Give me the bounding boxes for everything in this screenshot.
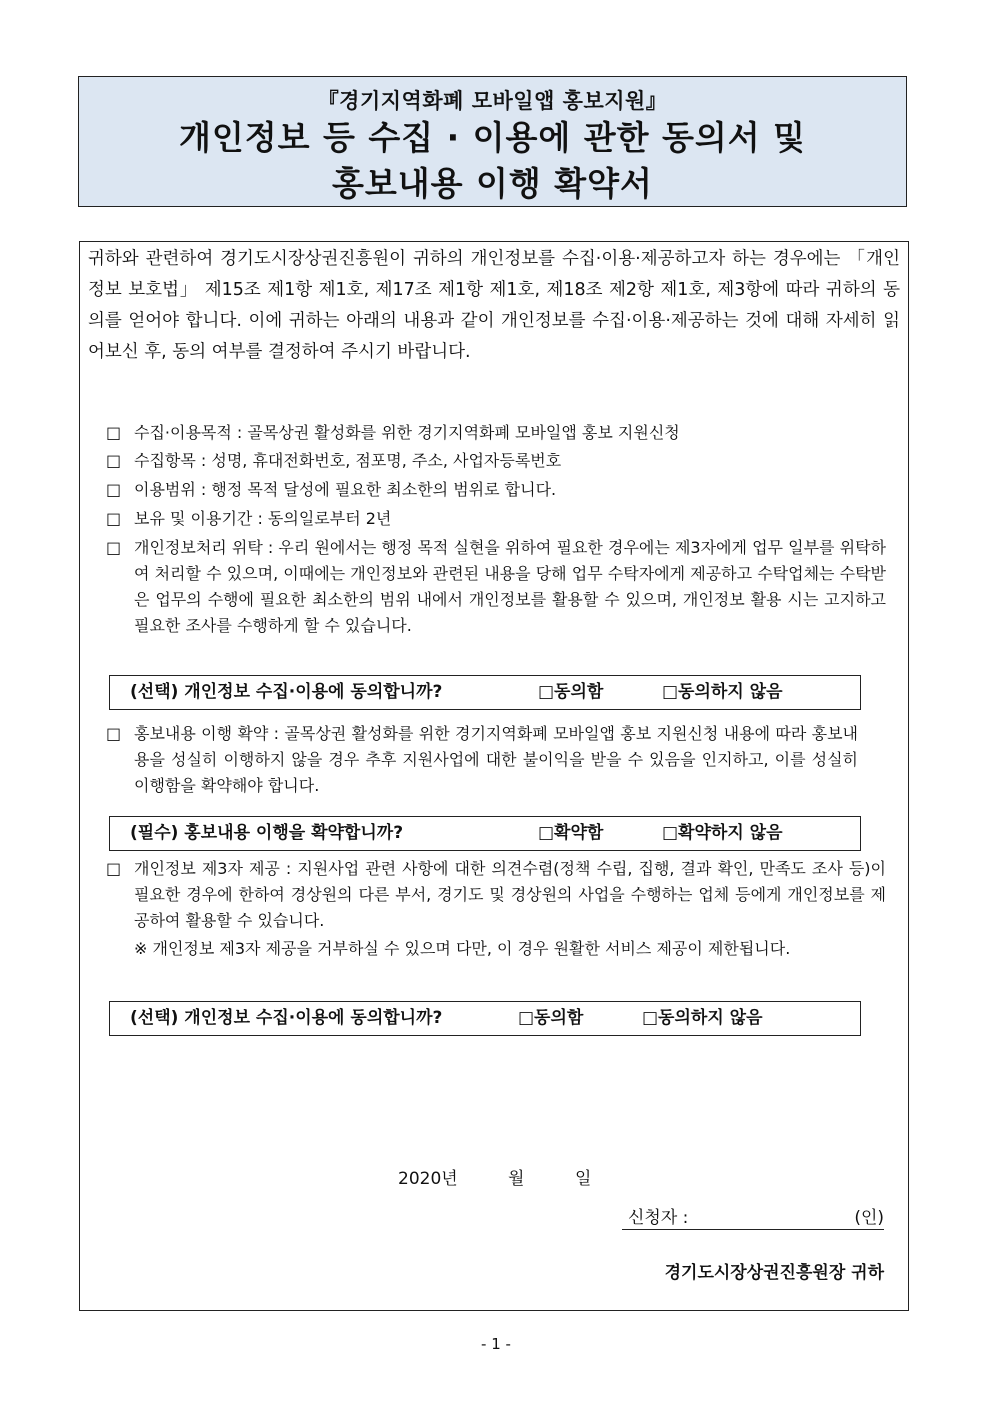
item-third-party <box>106 856 886 934</box>
intro-paragraph: 귀하와 관련하여 경기도시장상권진흥원이 귀하의 개인정보를 수집·이용·제공하고자 하는 경우에는 「개인정보 보호법」 제15조 제1항 제1호, 제17조 제1항 제1호, 제18조 제2항 제1호, 제3항에 따라 귀하의 동의를 얻어야 합니다. 이에 귀하는 아래의 내용과 같이 개인정보를 수집·이용·제공하는 것에 대해 자세히 읽어보신 후, 동의 여부를 결정하여 주시기 바랍니다. <box>88 249 900 362</box>
disagree-option[interactable]: □동의하지 않음 <box>642 1008 763 1028</box>
item-promotion <box>106 721 858 799</box>
checkbox-icon: □ <box>106 509 122 528</box>
consent-question: (필수) 홍보내용 이행을 확약합니까? <box>130 823 404 843</box>
item-scope-text: 이용범위 : 행정 목적 달성에 필요한 최소한의 범위로 합니다. <box>134 480 557 499</box>
item-scope <box>106 477 886 503</box>
checkbox-icon: □ <box>106 859 122 878</box>
disagree-option[interactable]: □동의하지 않음 <box>662 682 783 702</box>
consent-box-third-party <box>109 1001 861 1036</box>
checkbox-icon: □ <box>106 423 122 442</box>
item-third-party-note <box>134 936 886 962</box>
third-party-note-text: ※ 개인정보 제3자 제공을 거부하실 수 있으며 다만, 이 경우 원활한 서비스 제공이 제한됩니다. <box>134 939 791 958</box>
item-fields <box>106 448 886 474</box>
item-promotion-text: 홍보내용 이행 확약 : 골목상권 활성화를 위한 경기지역화폐 모바일앱 홍보 지원신청 내용에 따라 홍보내용을 성실히 이행하지 않을 경우 추후 지원사업에 대한 불이익을 받을 수 있음을 인지하고, 이를 성실히 이행함을 확약해야 합니다. <box>134 724 858 795</box>
consent-question: (선택) 개인정보 수집·이용에 동의합니까? <box>130 1008 443 1028</box>
checkbox-icon: □ <box>106 451 122 470</box>
item-outsourcing <box>106 535 886 639</box>
pledge-option[interactable]: □확약함 <box>538 823 604 843</box>
item-retention-text: 보유 및 이용기간 : 동의일로부터 2년 <box>134 509 392 528</box>
item-fields-text: 수집항목 : 성명, 휴대전화번호, 점포명, 주소, 사업자등록번호 <box>134 451 562 470</box>
consent-box-personal-info <box>109 675 861 710</box>
item-retention <box>106 506 886 532</box>
date-day: 일 <box>575 1169 592 1189</box>
document-title-line2: 홍보내용 이행 확약서 <box>332 164 653 203</box>
date-year: 2020년 <box>398 1169 458 1189</box>
agree-option[interactable]: □동의함 <box>518 1008 584 1028</box>
page-number: - 1 - <box>481 1335 511 1353</box>
document-subtitle: 『경기지역화폐 모바일앱 홍보지원』 <box>317 89 668 113</box>
consent-question: (선택) 개인정보 수집·이용에 동의합니까? <box>130 682 443 702</box>
document-title-line1: 개인정보 등 수집 · 이용에 관한 동의서 및 <box>178 118 806 157</box>
checkbox-icon: □ <box>106 724 122 743</box>
recipient: 경기도시장상권진흥원장 귀하 <box>664 1263 884 1283</box>
title-box <box>78 76 907 207</box>
consent-form-body <box>79 241 909 1311</box>
no-pledge-option[interactable]: □확약하지 않음 <box>662 823 783 843</box>
date-month: 월 <box>508 1169 525 1189</box>
item-purpose-text: 수집·이용목적 : 골목상권 활성화를 위한 경기지역화폐 모바일앱 홍보 지원신청 <box>134 423 680 442</box>
consent-box-promotion <box>109 816 861 851</box>
applicant-signature-line[interactable] <box>622 1203 884 1230</box>
applicant-label: 신청자 : <box>628 1208 689 1228</box>
agree-option[interactable]: □동의함 <box>538 682 604 702</box>
item-purpose <box>106 420 886 446</box>
seal-mark: (인) <box>854 1208 884 1228</box>
item-outsourcing-text: 개인정보처리 위탁 : 우리 원에서는 행정 목적 실현을 위하여 필요한 경우에는 제3자에게 업무 일부를 위탁하여 처리할 수 있으며, 이때에는 개인정보와 관련된 내용을 당해 업무 수탁자에게 제공하고 수탁업체는 수탁받은 업무의 수행에 필요한 최소한의 범위 내에서 개인정보를 활용할 수 있으며, 개인정보 활용 시는 고지하고 필요한 조사를 수행하게 할 수 있습니다. <box>134 538 886 635</box>
item-third-party-text: 개인정보 제3자 제공 : 지원사업 관련 사항에 대한 의견수렴(정책 수립, 집행, 결과 확인, 만족도 조사 등)이 필요한 경우에 한하여 경상원의 다른 부서, 경기도 및 경상원의 사업을 수행하는 업체 등에게 개인정보를 제공하여 활용할 수 있습니다. <box>134 859 886 930</box>
checkbox-icon: □ <box>106 480 122 499</box>
checkbox-icon: □ <box>106 538 122 557</box>
